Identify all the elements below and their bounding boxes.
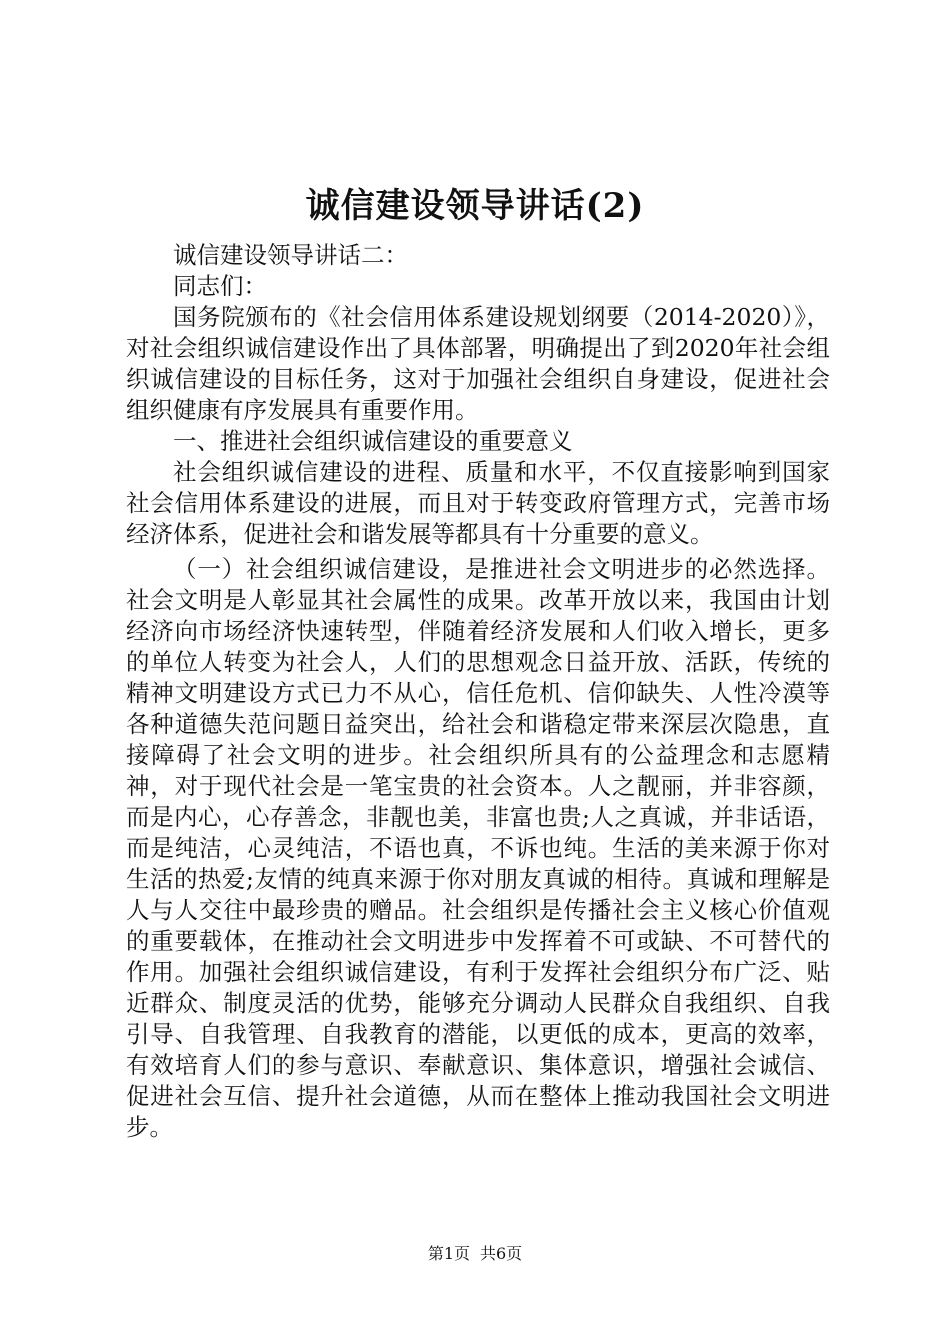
page-footer [0,1243,950,1265]
section-heading: 一、推进社会组织诚信建设的重要意义 [173,427,573,455]
intro-paragraph: 国务院颁布的《社会信用体系建设规划纲要（2014-2020）》，对社会组织诚信建设作出了具体部署，明确提出了到2020年社会组织诚信建设的目标任务，这对于加强社会组织自身建设，促进社会组织健康有序发展具有重要作用。 [126,303,830,424]
point-one-paragraph: （一）社会组织诚信建设，是推进社会文明进步的必然选择。社会文明是人彰显其社会属性的成果。改革开放以来，我国由计划经济向市场经济快速转型，伴随着经济发展和人们收入增长，更多的单位人转变为社会人，人们的思想观念日益开放、活跃，传统的精神文明建设方式已力不从心，信任危机、信仰缺失、人性冷漠等各种道德失范问题日益突出，给社会和谐稳定带来深层次隐患，直接障碍了社会文明的进步。社会组织所具有的公益理念和志愿精神，对于现代社会是一笔宝贵的社会资本。人之靓丽，并非容颜，而是内心，心存善念，非靓也美，非富也贵;人之真诚，并非话语，而是纯洁，心灵纯洁，不语也真，不诉也纯。生活的美来源于你对生活的热爱;友情的纯真来源于你对朋友真诚的相待。真诚和理解是人与人交往中最珍贵的赠品。社会组织是传播社会主义核心价值观的重要载体，在推动社会文明进步中发挥着不可或缺、不可替代的作用。加强社会组织诚信建设，有利于发挥社会组织分布广泛、贴近群众、制度灵活的优势，能够充分调动人民群众自我组织、自我引导、自我管理、自我教育的潜能，以更低的成本，更高的效率，有效培育人们的参与意识、奉献意识、集体意识，增强社会诚信、促进社会互信、提升社会道德，从而在整体上推动我国社会文明进步。 [126,555,830,1141]
salutation-heading: 诚信建设领导讲话二： [173,241,408,269]
document-title: 诚信建设领导讲话(2) [305,186,645,226]
page-number: 第1页 [427,1244,470,1263]
document-body [126,240,830,1143]
salutation: 同志们： [173,272,267,300]
page-total: 共6页 [480,1244,523,1263]
significance-paragraph: 社会组织诚信建设的进程、质量和水平，不仅直接影响到国家社会信用体系建设的进展，而且对于转变政府管理方式，完善市场经济体系，促进社会和谐发展等都具有十分重要的意义。 [126,458,830,548]
